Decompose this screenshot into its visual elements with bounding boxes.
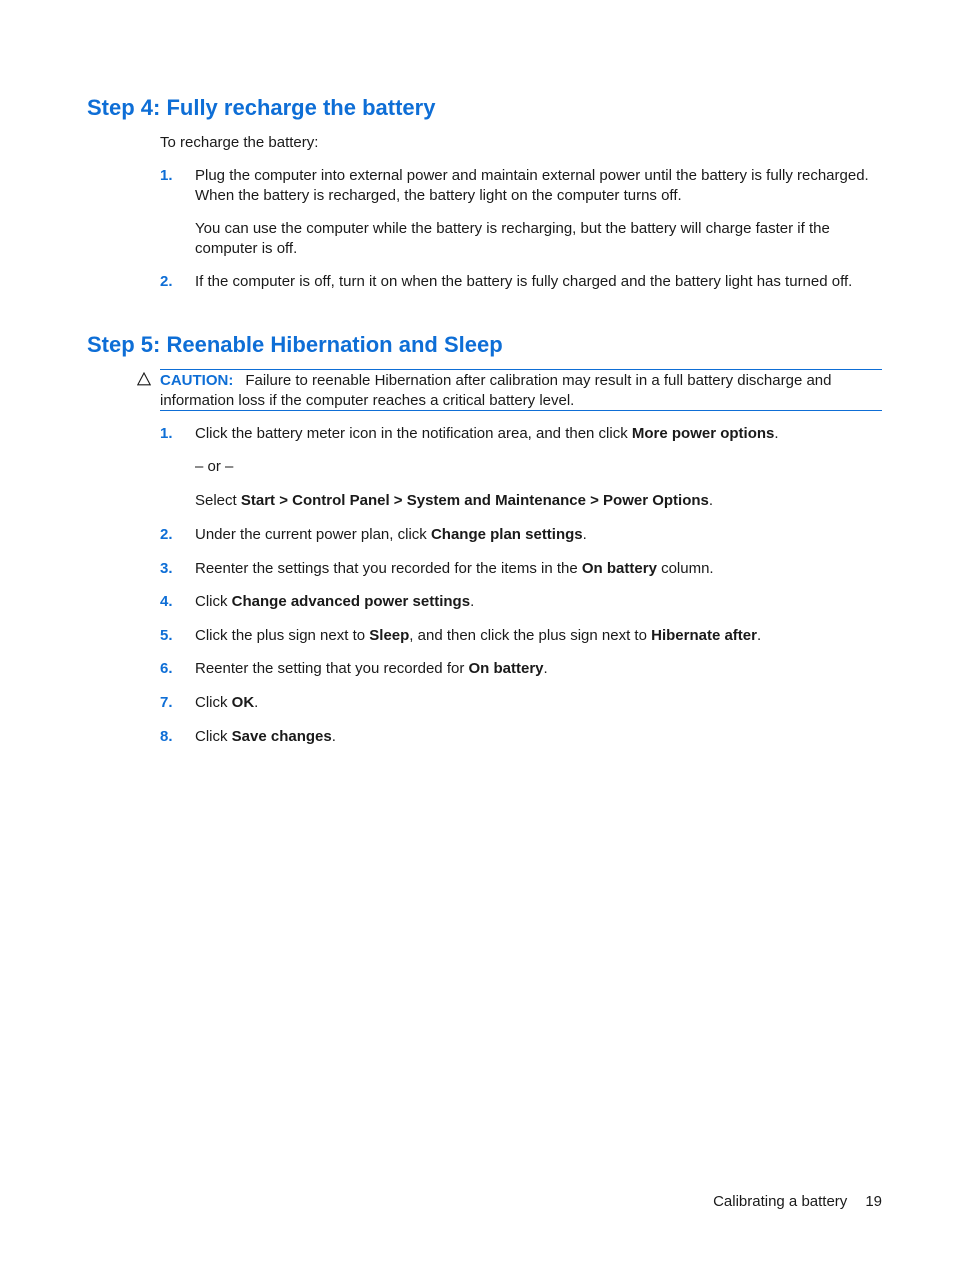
step-number: 2. [160,273,173,290]
step-text: Plug the computer into external power and maintain external power until the battery is fully recharged. When the battery is recharged, the battery light on the computer turns off. [195,167,869,204]
step-text: Click the plus sign next to Sleep, and then click the plus sign next to Hibernate after. [195,627,762,644]
ui-term: Sleep [369,627,410,644]
step-text: Reenter the settings that you recorded for the items in the On battery column. [195,560,714,577]
section-4-step-1-note: You can use the computer while the battery is recharging, but the battery will charge faster if the computer is off. [195,220,830,257]
section-4-step-2 [160,272,882,292]
ui-path: Start > Control Panel > System and Maintenance > Power Options [240,492,709,509]
section-4-step-1 [160,166,882,206]
section-5-step-6 [160,659,882,679]
step-number: 1. [160,425,173,442]
or-separator: – or – [195,458,234,475]
section-5-step-7 [160,693,882,713]
step-number: 3. [160,560,173,577]
ui-term: OK [231,694,255,711]
ui-term: Change advanced power settings [231,593,471,610]
section-5-step-1-alt: Select Start > Control Panel > System and Maintenance > Power Options. [195,492,714,509]
warning-triangle-icon [137,372,151,386]
footer-section-title: Calibrating a battery [713,1193,848,1210]
ui-term: Change plan settings [430,526,583,543]
ui-term: On battery [468,660,544,677]
step-text: Click Change advanced power settings. [195,593,475,610]
ui-term: More power options [631,425,775,442]
page-footer [713,1192,882,1212]
step-number: 2. [160,526,173,543]
ui-term: Save changes [231,728,332,745]
step-text: Click the battery meter icon in the notification area, and then click More power options. [195,425,779,442]
caution-box [160,369,882,411]
step-number: 4. [160,593,173,610]
ui-term: Hibernate after [651,627,757,644]
section-4-intro: To recharge the battery: [160,134,319,151]
step-text: Click Save changes. [195,728,336,745]
section-5-step-8 [160,727,882,747]
step-number: 7. [160,694,173,711]
step-number: 8. [160,728,173,745]
section-5-step-1 [160,424,882,444]
step-text: Reenter the setting that you recorded for On battery. [195,660,548,677]
step-text: Under the current power plan, click Change plan settings. [195,526,587,543]
caution-label: CAUTION: [160,372,234,389]
section-5-step-5 [160,626,882,646]
page-number: 19 [865,1193,882,1210]
section-4-heading: Step 4: Fully recharge the battery [87,95,436,120]
step-number: 1. [160,167,173,184]
ui-term: On battery [581,560,657,577]
caution-text: Failure to reenable Hibernation after calibration may result in a full battery discharge and information loss if the computer reaches a critical battery level. [160,372,832,409]
section-5-step-2 [160,525,882,545]
step-number: 5. [160,627,173,644]
step-text: If the computer is off, turn it on when the battery is fully charged and the battery light has turned off. [195,273,853,290]
section-5-heading: Step 5: Reenable Hibernation and Sleep [87,332,503,357]
section-5-step-3 [160,559,882,579]
step-number: 6. [160,660,173,677]
step-text: Click OK. [195,694,259,711]
section-5-step-4 [160,592,882,612]
